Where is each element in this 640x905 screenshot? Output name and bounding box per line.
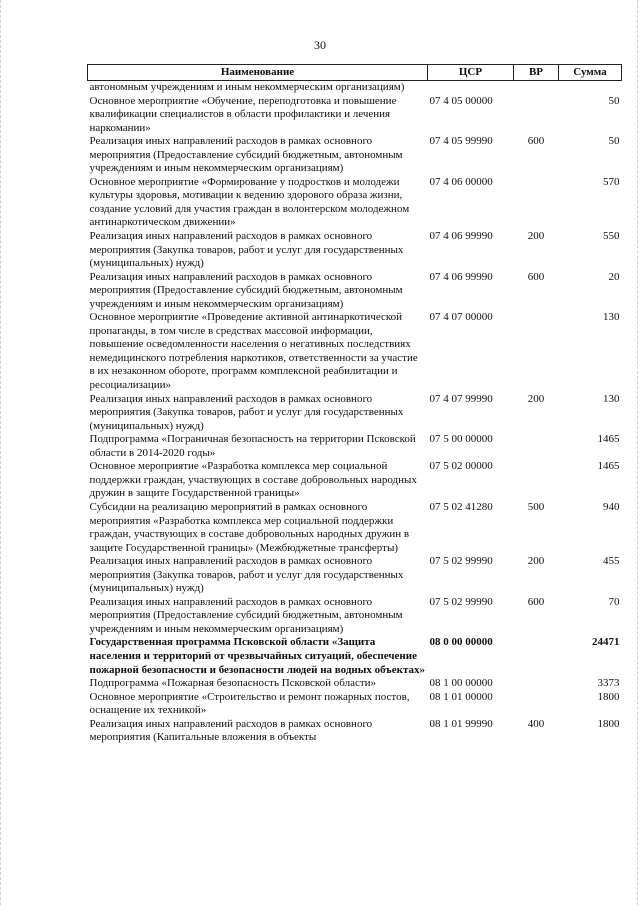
row-sum: 130: [603, 392, 620, 405]
row-sum: 550: [603, 230, 620, 243]
row-name: Реализация иных направлений расходов в рамках основного мероприятия (Закупка товаров, работ и услуг для государственных (муниципальных) нужд): [89, 555, 404, 595]
row-sum: 3373: [597, 677, 620, 690]
scan-edge-right: [635, 0, 638, 905]
row-sum: 940: [603, 500, 620, 513]
table-row: [88, 596, 622, 637]
scan-edge-left: [0, 0, 3, 905]
row-sum: 1465: [597, 460, 620, 473]
row-name: автономным учреждениям и иным некоммерческим организациям): [89, 81, 405, 93]
row-csr: 07 5 02 99990: [429, 595, 493, 608]
row-vr: 600: [527, 595, 545, 608]
row-vr: [514, 460, 559, 501]
row-sum: 1800: [597, 690, 620, 703]
row-name: Подпрограмма «Пожарная безопасность Псковской области»: [89, 677, 377, 690]
row-csr: 07 5 02 99990: [429, 555, 493, 568]
row-vr: 200: [527, 555, 545, 568]
row-sum: 130: [603, 311, 620, 324]
row-name: Реализация иных направлений расходов в рамках основного мероприятия (Предоставление субсидий бюджетным, автономным учреждениям и иным некоммерческим организациям): [89, 595, 403, 635]
row-vr: [514, 95, 559, 136]
row-name: Субсидии на реализацию мероприятий в рамках основного мероприятия «Разработка комплекса мер социальной поддержки граждан, участвующих в составе добровольных народных дружин в защите Государственной границы» (Межбюджетные трансферты): [89, 500, 410, 554]
row-sum: 1465: [597, 433, 620, 446]
row-sum: 1800: [597, 717, 620, 730]
row-sum: 50: [608, 135, 620, 148]
row-vr: [514, 176, 559, 230]
row-vr: [514, 311, 559, 392]
row-vr: [514, 433, 559, 460]
row-csr: 07 4 07 99990: [429, 392, 493, 405]
table-header-row: [88, 65, 622, 81]
table-row: [88, 691, 622, 718]
row-name: Основное мероприятие «Обучение, переподготовка и повышение квалификации специалистов в области профилактики и лечения наркомании»: [89, 94, 397, 134]
table-row: [88, 230, 622, 271]
table-row: [88, 718, 622, 745]
row-name: Подпрограмма «Пограничная безопасность на территории Псковской области в 2014-2020 годы»: [89, 433, 416, 459]
row-name: Реализация иных направлений расходов в рамках основного мероприятия (Капитальные вложения в объекты: [89, 717, 373, 744]
row-name: Основное мероприятие «Разработка комплекса мер социальной поддержки граждан, участвующих в составе добровольных народных дружин в защите Государственной границы»: [89, 460, 417, 500]
row-sum: 50: [608, 94, 620, 107]
table-body: [88, 81, 622, 745]
row-sum: 70: [608, 595, 620, 608]
row-csr: 07 4 05 00000: [429, 94, 493, 107]
table-row: [88, 433, 622, 460]
table-row: [88, 271, 622, 312]
table-row: [88, 95, 622, 136]
row-name: Основное мероприятие «Проведение активной антинаркотической пропаганды, в том числе в средствах массовой информации, повышение осведомленности населения о негативных последствиях немедицинского потребления наркотиков, ответственности за участие в их незаконном обороте, программ комплексной реабилитации и ресоциализации»: [89, 311, 418, 392]
table-row: [88, 81, 622, 95]
row-vr: 600: [527, 135, 545, 148]
table-row: [88, 135, 622, 176]
row-csr: 07 4 06 99990: [429, 270, 493, 283]
row-name: Основное мероприятие «Строительство и ремонт пожарных постов, оснащение их техникой»: [89, 690, 410, 717]
table-row: [88, 393, 622, 434]
budget-table: [87, 64, 622, 745]
row-csr: 07 4 07 00000: [429, 311, 493, 324]
header-sum: Сумма: [559, 65, 622, 81]
table-row: [88, 636, 622, 677]
row-sum: 24471: [592, 636, 620, 649]
row-csr: 08 0 00 00000: [429, 636, 493, 649]
row-csr: 08 1 00 00000: [429, 677, 493, 690]
header-csr: ЦСР: [428, 65, 514, 81]
table-row: [88, 501, 622, 555]
table-row: [88, 176, 622, 230]
row-name: Реализация иных направлений расходов в рамках основного мероприятия (Закупка товаров, работ и услуг для государственных (муниципальных) нужд): [89, 230, 404, 270]
row-name: Основное мероприятие «Формирование у подростков и молодежи культуры здоровья, мотивации к ведению здорового образа жизни, создание условий для участия граждан в волонтерском молодежном антинаркотическом движении»: [89, 175, 410, 229]
row-vr: 200: [527, 230, 545, 243]
row-vr: [514, 691, 559, 718]
row-csr: 07 5 00 00000: [429, 433, 493, 446]
page-number: 30: [314, 38, 326, 52]
row-sum: 455: [603, 555, 620, 568]
row-vr: 600: [527, 270, 545, 283]
header-vr: ВР: [514, 65, 559, 81]
row-csr: 07 5 02 41280: [429, 500, 493, 513]
table-row: [88, 555, 622, 596]
row-csr: 07 4 06 00000: [429, 175, 493, 188]
table-row: [88, 311, 622, 392]
row-name: Государственная программа Псковской области «Защита населения и территорий от чрезвычайных ситуаций, обеспечение пожарной безопасности и безопасности людей на водных объектах»: [89, 636, 425, 676]
table-row: [88, 677, 622, 691]
row-vr: [514, 677, 559, 691]
row-name: Реализация иных направлений расходов в рамках основного мероприятия (Предоставление субсидий бюджетным, автономным учреждениям и иным некоммерческим организациям): [89, 270, 403, 310]
row-vr: 400: [527, 717, 545, 730]
row-vr: [514, 81, 559, 95]
row-name: Реализация иных направлений расходов в рамках основного мероприятия (Закупка товаров, работ и услуг для государственных (муниципальных) нужд): [89, 392, 404, 432]
row-vr: 500: [527, 500, 545, 513]
header-name: Наименование: [88, 65, 428, 81]
row-name: Реализация иных направлений расходов в рамках основного мероприятия (Предоставление субсидий бюджетным, автономным учреждениям и иным некоммерческим организациям): [89, 135, 403, 175]
row-csr: 08 1 01 00000: [429, 690, 493, 703]
row-vr: 200: [527, 392, 545, 405]
row-csr: 07 4 06 99990: [429, 230, 493, 243]
row-csr: 07 4 05 99990: [429, 135, 493, 148]
row-csr: 08 1 01 99990: [429, 717, 493, 730]
row-csr: 07 5 02 00000: [429, 460, 493, 473]
row-vr: [514, 636, 559, 677]
row-csr: [428, 81, 514, 95]
table-row: [88, 460, 622, 501]
row-sum: [559, 81, 622, 95]
row-sum: 570: [603, 175, 620, 188]
row-sum: 20: [608, 270, 620, 283]
